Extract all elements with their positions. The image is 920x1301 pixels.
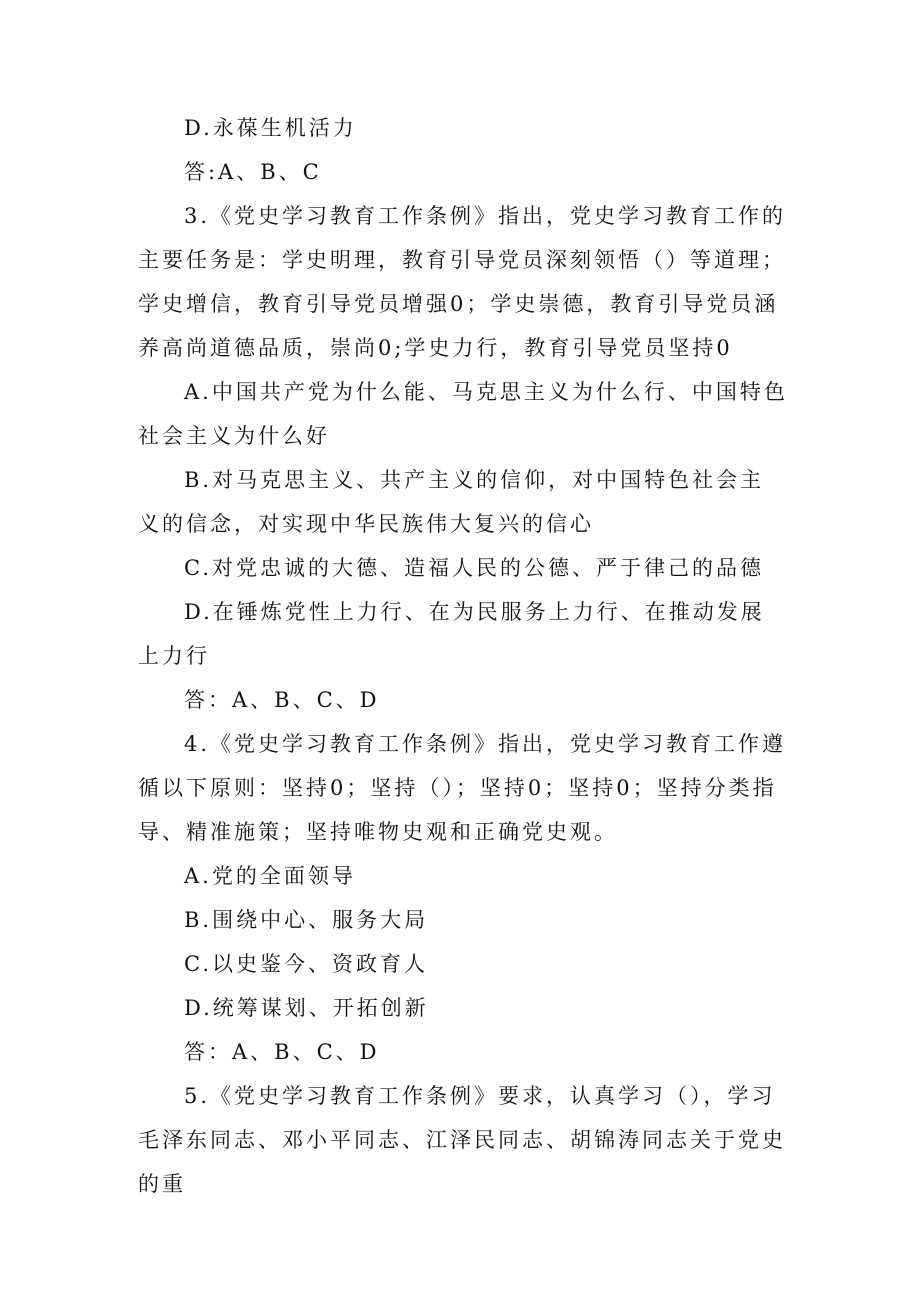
answer-q4: 答：A、B、C、D (184, 1040, 380, 1064)
option-b-q3: B.对马克思主义、共产主义的信仰，对中国特色社会主义的信念，对实现中华民族伟大复兴的信心 (138, 468, 765, 536)
option-c-q4: C.以史鉴今、资政育人 (184, 952, 428, 976)
option-d-q4: D.统筹谋划、开拓创新 (184, 996, 429, 1020)
question-5: 5.《党史学习教育工作条例》要求，认真学习（），学习毛泽东同志、邓小平同志、江泽民同志、胡锦涛同志关于党史的重 (138, 1084, 786, 1196)
option-a-q4: A.党的全面领导 (184, 864, 356, 888)
question-4: 4.《党史学习教育工作条例》指出，党史学习教育工作遵循以下原则：坚持0；坚持（）；坚持0；坚持0；坚持分类指导、精准施策；坚持唯物史观和正确党史观。 (138, 732, 787, 844)
question-3: 3.《党史学习教育工作条例》指出，党史学习教育工作的主要任务是：学史明理，教育引导党员深刻领悟（）等道理；学史增信，教育引导党员增强0；学史崇德，教育引导党员涵养高尚道德品质，崇尚0;学史力行，教育引导党员坚持0 (138, 204, 787, 360)
option-d-q3: D.在锤炼党性上力行、在为民服务上力行、在推动发展上力行 (138, 600, 765, 668)
answer-q3: 答：A、B、C、D (184, 688, 380, 712)
answer-q2: 答:A、B、C (184, 160, 322, 184)
option-b-q4: B.围绕中心、服务大局 (184, 908, 429, 932)
option-d-q2: D.永葆生机活力 (184, 116, 357, 140)
option-c-q3: C.对党忠诚的大德、造福人民的公德、严于律己的品德 (184, 556, 764, 580)
option-a-q3: A.中国共产党为什么能、马克思主义为什么行、中国特色社会主义为什么好 (138, 380, 788, 448)
